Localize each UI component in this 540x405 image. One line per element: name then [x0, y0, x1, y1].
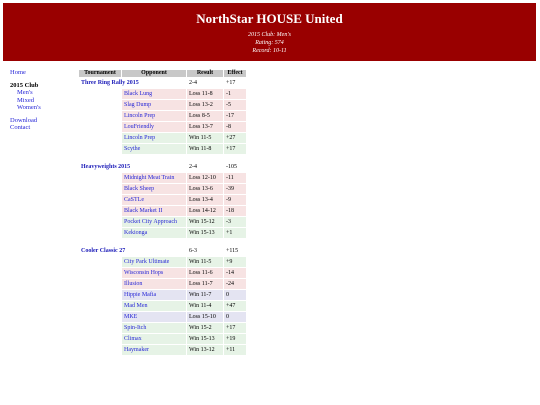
game-result: Win 15-2 [187, 323, 223, 333]
col-result-header: Result [187, 70, 223, 77]
nav-contact-link[interactable]: Contact [10, 124, 31, 131]
game-row [79, 144, 246, 154]
club-line: 2015 Club: Men's [248, 32, 291, 38]
tournament-row [79, 246, 246, 256]
game-result: Win 15-12 [187, 217, 223, 227]
nav-home-link[interactable]: Home [10, 69, 26, 76]
header-banner [3, 3, 536, 61]
game-effect: +1 [224, 228, 246, 238]
game-effect: 0 [224, 290, 246, 300]
opponent-link[interactable]: Pocket City Approach [124, 219, 177, 225]
nav-womens-link[interactable]: Women's [17, 104, 41, 111]
game-row [79, 334, 246, 344]
opponent-link[interactable]: Haymaker [124, 347, 149, 353]
results-body [79, 78, 246, 355]
tournament-row [79, 162, 246, 172]
game-row [79, 184, 246, 194]
opponent-link[interactable]: Black Market II [124, 208, 163, 214]
opponent-link[interactable]: Wisconsin Hops [124, 270, 164, 276]
results-table [78, 69, 247, 356]
tournament-record: 2-4 [189, 164, 197, 170]
game-row [79, 206, 246, 216]
game-effect: -9 [224, 195, 246, 205]
col-effect-header: Effect [224, 70, 246, 77]
game-row [79, 290, 246, 300]
game-row [79, 111, 246, 121]
opponent-link[interactable]: Kekionga [124, 230, 148, 236]
game-row [79, 228, 246, 238]
game-result: Loss 15-10 [187, 312, 223, 322]
nav-download-link[interactable]: Download [10, 116, 38, 124]
group-spacer [79, 155, 246, 161]
game-result: Loss 13-4 [187, 195, 223, 205]
tournament-effect: +17 [226, 80, 236, 86]
tournament-effect: -105 [226, 164, 237, 170]
game-result: Win 11-8 [187, 144, 223, 154]
opponent-link[interactable]: Lincoln Prep [124, 135, 156, 141]
game-result: Loss 11-6 [187, 268, 223, 278]
game-row [79, 173, 246, 183]
game-row [79, 301, 246, 311]
game-result: Loss 8-5 [187, 111, 223, 121]
opponent-link[interactable]: Scythe [124, 146, 141, 152]
game-result: Loss 12-10 [187, 173, 223, 183]
opponent-link[interactable]: Black Lung [124, 91, 153, 97]
opponent-link[interactable]: Slag Dump [124, 102, 152, 108]
game-result: Win 11-4 [187, 301, 223, 311]
team-title: NorthStar HOUSE United [196, 11, 343, 26]
game-row [79, 268, 246, 278]
game-effect: +17 [224, 323, 246, 333]
opponent-link[interactable]: LouFriendly [124, 124, 154, 130]
group-spacer [79, 239, 246, 245]
game-effect: -5 [224, 100, 246, 110]
game-row [79, 122, 246, 132]
tournament-record: 2-4 [189, 80, 197, 86]
col-opponent-header: Opponent [122, 70, 186, 77]
table-header-row [79, 70, 246, 77]
game-result: Win 11-5 [187, 257, 223, 267]
game-effect: 0 [224, 312, 246, 322]
opponent-link[interactable]: Midnight Meat Train [124, 175, 175, 181]
game-effect: -17 [224, 111, 246, 121]
opponent-link[interactable]: Lincoln Prep [124, 113, 156, 119]
tournament-record: 6-3 [189, 248, 197, 254]
game-row [79, 133, 246, 143]
game-row [79, 312, 246, 322]
game-result: Loss 11-7 [187, 279, 223, 289]
game-effect: -24 [224, 279, 246, 289]
game-result: Loss 13-7 [187, 122, 223, 132]
game-row [79, 195, 246, 205]
game-effect: -3 [224, 217, 246, 227]
game-effect: +47 [224, 301, 246, 311]
game-effect: -1 [224, 89, 246, 99]
game-effect: +19 [224, 334, 246, 344]
opponent-link[interactable]: Spin-Itch [124, 325, 147, 331]
game-result: Loss 13-2 [187, 100, 223, 110]
opponent-link[interactable]: Climax [124, 336, 142, 342]
game-result: Win 13-12 [187, 345, 223, 355]
game-row [79, 257, 246, 267]
opponent-link[interactable]: City Park Ultimate [124, 259, 170, 265]
game-result: Win 11-7 [187, 290, 223, 300]
side-nav [10, 69, 41, 132]
game-effect: -8 [224, 122, 246, 132]
game-effect: -39 [224, 184, 246, 194]
game-effect: +17 [224, 144, 246, 154]
nav-mixed-link[interactable]: Mixed [17, 96, 34, 104]
game-row [79, 345, 246, 355]
opponent-link[interactable]: Black Sheep [124, 186, 155, 192]
game-row [79, 217, 246, 227]
game-result: Loss 13-6 [187, 184, 223, 194]
game-result: Loss 14-12 [187, 206, 223, 216]
game-row [79, 323, 246, 333]
col-tournament-header: Tournament [79, 70, 121, 77]
game-result: Win 11-5 [187, 133, 223, 143]
game-result: Loss 11-8 [187, 89, 223, 99]
rating-line: Rating: 574 [255, 39, 284, 46]
opponent-link[interactable]: Illusion [124, 281, 143, 287]
game-effect: -18 [224, 206, 246, 216]
tournament-link[interactable]: Cooler Classic 27 [81, 248, 126, 254]
opponent-link[interactable]: MKE [124, 314, 138, 320]
game-row [79, 89, 246, 99]
game-effect: -14 [224, 268, 246, 278]
tournament-row [79, 78, 246, 88]
record-line: Record: 10-11 [252, 47, 287, 54]
game-effect: -11 [224, 173, 246, 183]
nav-section-title: 2015 Club [10, 81, 39, 89]
tournament-effect: +115 [226, 248, 239, 254]
nav-mens-link[interactable]: Men's [17, 89, 33, 96]
opponent-link[interactable]: Mad Men [124, 303, 148, 309]
game-row [79, 100, 246, 110]
game-row [79, 279, 246, 289]
game-effect: +27 [224, 133, 246, 143]
tournament-link[interactable]: Three Ring Rally 2015 [81, 80, 139, 86]
opponent-link[interactable]: Hippie Mafia [124, 292, 157, 298]
game-effect: +11 [224, 345, 246, 355]
game-result: Win 15-13 [187, 334, 223, 344]
game-effect: +9 [224, 257, 246, 267]
game-result: Win 15-13 [187, 228, 223, 238]
opponent-link[interactable]: CaSTLe [124, 197, 144, 203]
tournament-link[interactable]: Heavyweights 2015 [81, 164, 131, 170]
